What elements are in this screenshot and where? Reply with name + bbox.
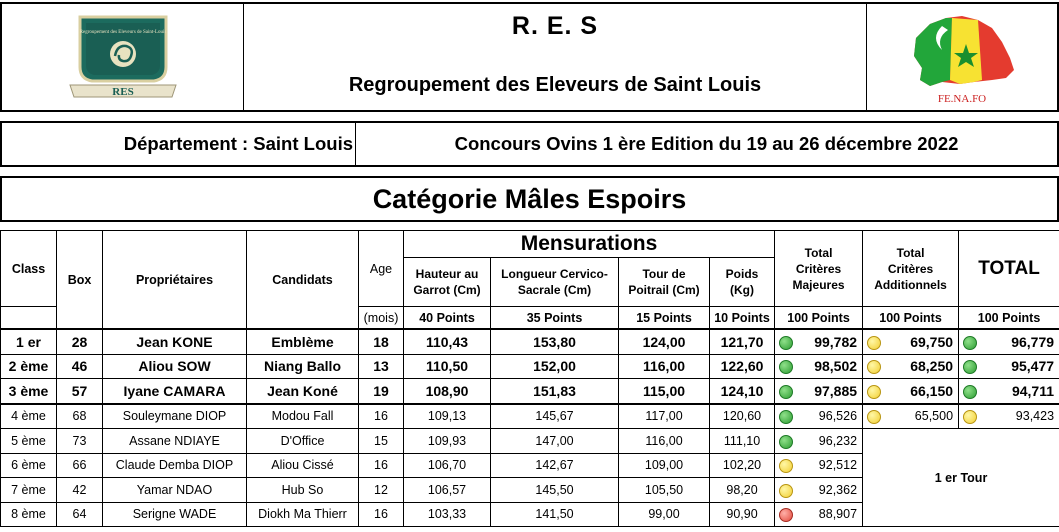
cell-additionnels-content <box>863 383 958 399</box>
cell-age: 16 <box>359 502 404 527</box>
cell-longueur: 152,00 <box>491 354 619 379</box>
cell-age: 12 <box>359 478 404 503</box>
fenafo-caption: FE.NA.FO <box>937 93 987 105</box>
cell-additionnels <box>863 354 959 379</box>
table-row <box>1 354 1059 379</box>
cell-total-content <box>959 358 1059 374</box>
cell-majeures-content <box>775 458 862 472</box>
points-tour: 15 Points <box>619 307 710 330</box>
cell-owner: Yamar NDAO <box>103 478 247 503</box>
cell-longueur: 153,80 <box>491 329 619 354</box>
cell-majeures-value: 96,526 <box>818 409 858 424</box>
cell-tour: 116,00 <box>619 354 710 379</box>
cell-candidate: Niang Ballo <box>247 354 359 379</box>
cell-owner: Claude Demba DIOP <box>103 453 247 478</box>
col-total-majeures <box>775 231 863 307</box>
col-mensurations: Mensurations <box>404 231 775 258</box>
points-poids: 10 Points <box>710 307 775 330</box>
cell-box: 64 <box>57 502 103 527</box>
status-dot-icon <box>779 459 793 473</box>
results-table-wrapper <box>0 230 1059 532</box>
cell-majeures-content <box>775 334 862 350</box>
cell-majeures-value: 99,782 <box>814 333 858 350</box>
cell-age: 13 <box>359 354 404 379</box>
cell-longueur: 142,67 <box>491 453 619 478</box>
cell-age: 18 <box>359 329 404 354</box>
col-poids <box>710 258 775 307</box>
cell-total-value: 94,711 <box>1011 382 1055 399</box>
cell-majeures-content <box>775 507 862 521</box>
col-tour-line1: Tour de <box>642 267 686 281</box>
cell-owner: Souleymane DIOP <box>103 404 247 429</box>
department-row <box>0 121 1059 167</box>
cell-majeures-content <box>775 409 862 423</box>
cell-majeures-content <box>775 483 862 497</box>
cell-additionnels <box>863 404 959 429</box>
status-dot-icon <box>779 360 793 374</box>
col-tour-line2: Poitrail (Cm) <box>628 283 700 297</box>
cell-poids: 102,20 <box>710 453 775 478</box>
round-label: 1 er Tour <box>863 429 1059 527</box>
col-box: Box <box>57 231 103 330</box>
cell-candidate: Jean Koné <box>247 379 359 404</box>
cell-tour: 124,00 <box>619 329 710 354</box>
col-class: Class <box>1 231 57 307</box>
cell-hauteur: 106,70 <box>404 453 491 478</box>
cell-poids: 120,60 <box>710 404 775 429</box>
status-dot-icon <box>779 385 793 399</box>
col-total-additionnels <box>863 231 959 307</box>
cell-box: 66 <box>57 453 103 478</box>
col-total-majeures-line1: Total <box>804 245 833 260</box>
cell-total-content <box>959 409 1059 423</box>
col-hauteur-line2: Garrot (Cm) <box>413 283 481 297</box>
cell-class: 5 ème <box>1 429 57 454</box>
cell-majeures-value: 96,232 <box>818 433 858 448</box>
cell-majeures <box>775 404 863 429</box>
cell-poids: 122,60 <box>710 354 775 379</box>
cell-hauteur: 106,57 <box>404 478 491 503</box>
res-logo-icon <box>68 11 178 103</box>
cell-total <box>959 329 1059 354</box>
col-total: TOTAL <box>959 231 1059 307</box>
cell-longueur: 145,67 <box>491 404 619 429</box>
cell-hauteur: 109,93 <box>404 429 491 454</box>
cell-majeures-content <box>775 383 862 399</box>
page-title: Regroupement des Eleveurs de Saint Louis <box>348 74 762 96</box>
contest-title: Concours Ovins 1 ère Edition du 19 au 26 décembre 2022 <box>454 133 959 154</box>
cell-longueur: 151,83 <box>491 379 619 404</box>
cell-longueur: 147,00 <box>491 429 619 454</box>
cell-majeures-content <box>775 434 862 448</box>
cell-majeures-content <box>775 358 862 374</box>
points-additionnels: 100 Points <box>863 307 959 330</box>
cell-majeures-value: 92,512 <box>818 458 858 473</box>
cell-total <box>959 404 1059 429</box>
cell-owner: Jean KONE <box>103 329 247 354</box>
cell-majeures <box>775 329 863 354</box>
cell-owner: Assane NDIAYE <box>103 429 247 454</box>
status-dot-icon <box>779 484 793 498</box>
cell-class: 7 ème <box>1 478 57 503</box>
cell-tour: 117,00 <box>619 404 710 429</box>
table-row <box>1 379 1059 404</box>
col-hauteur <box>404 258 491 307</box>
cell-candidate: Hub So <box>247 478 359 503</box>
cell-age: 15 <box>359 429 404 454</box>
points-total: 100 Points <box>959 307 1059 330</box>
status-dot-icon <box>867 385 881 399</box>
page-title-abbr: R. E. S <box>511 12 599 40</box>
header-block <box>0 2 1059 112</box>
cell-age: 16 <box>359 404 404 429</box>
category-title: Catégorie Mâles Espoirs <box>372 183 687 214</box>
col-total-additionnels-line3: Additionnels <box>874 277 947 292</box>
cell-additionnels-value: 69,750 <box>910 333 954 350</box>
header-row-1 <box>1 231 1059 258</box>
cell-class: 6 ème <box>1 453 57 478</box>
points-longueur: 35 Points <box>491 307 619 330</box>
cell-total-content <box>959 334 1059 350</box>
cell-candidate: Aliou Cissé <box>247 453 359 478</box>
col-age: Age <box>359 231 404 307</box>
cell-majeures <box>775 502 863 527</box>
res-logo <box>2 4 244 110</box>
cell-tour: 115,00 <box>619 379 710 404</box>
col-total-majeures-line2: Critères <box>795 261 842 276</box>
cell-majeures <box>775 354 863 379</box>
status-dot-icon <box>963 360 977 374</box>
cell-additionnels-value: 66,150 <box>910 382 954 399</box>
cell-candidate: Diokh Ma Thierr <box>247 502 359 527</box>
status-dot-icon <box>867 360 881 374</box>
col-poids-line1: Poids <box>725 267 759 281</box>
points-majeures: 100 Points <box>775 307 863 330</box>
col-poids-line2: (Kg) <box>730 283 755 297</box>
cell-candidate: Modou Fall <box>247 404 359 429</box>
cell-majeures-value: 88,907 <box>818 507 858 522</box>
col-longueur-line1: Longueur Cervico- <box>501 267 608 281</box>
cell-additionnels <box>863 379 959 404</box>
fenafo-logo <box>866 4 1057 110</box>
status-dot-icon <box>779 508 793 522</box>
points-hauteur: 40 Points <box>404 307 491 330</box>
class-spacer <box>1 307 57 330</box>
cell-total <box>959 354 1059 379</box>
cell-total-value: 93,423 <box>1015 409 1055 424</box>
table-row <box>1 429 1059 454</box>
cell-additionnels <box>863 329 959 354</box>
status-dot-icon <box>867 410 881 424</box>
cell-owner: Serigne WADE <box>103 502 247 527</box>
cell-class: 1 er <box>1 329 57 354</box>
cell-majeures-value: 97,885 <box>814 382 858 399</box>
cell-tour: 105,50 <box>619 478 710 503</box>
cell-hauteur: 110,50 <box>404 354 491 379</box>
status-dot-icon <box>867 336 881 350</box>
results-table <box>0 230 1059 527</box>
col-hauteur-line1: Hauteur au <box>415 267 479 281</box>
cell-tour: 109,00 <box>619 453 710 478</box>
cell-additionnels-content <box>863 334 958 350</box>
cell-majeures <box>775 379 863 404</box>
cell-age: 19 <box>359 379 404 404</box>
status-dot-icon <box>779 336 793 350</box>
cell-age: 16 <box>359 453 404 478</box>
status-dot-icon <box>963 410 977 424</box>
col-longueur-line2: Sacrale (Cm) <box>517 283 592 297</box>
cell-box: 57 <box>57 379 103 404</box>
cell-class: 2 ème <box>1 354 57 379</box>
cell-poids: 90,90 <box>710 502 775 527</box>
cell-longueur: 145,50 <box>491 478 619 503</box>
col-tour <box>619 258 710 307</box>
status-dot-icon <box>779 435 793 449</box>
col-total-additionnels-line1: Total <box>896 245 925 260</box>
cell-hauteur: 109,13 <box>404 404 491 429</box>
senegal-map-icon <box>902 8 1022 106</box>
cell-additionnels-value: 65,500 <box>914 409 954 424</box>
cell-majeures <box>775 478 863 503</box>
res-logo-small-text: Regroupement des Eleveurs de Saint-Louis <box>79 30 166 35</box>
age-unit: (mois) <box>359 307 404 330</box>
cell-box: 42 <box>57 478 103 503</box>
cell-box: 68 <box>57 404 103 429</box>
department-label: Département : Saint Louis <box>2 123 356 165</box>
cell-hauteur: 108,90 <box>404 379 491 404</box>
cell-total-content <box>959 383 1059 399</box>
cell-tour: 99,00 <box>619 502 710 527</box>
cell-majeures <box>775 429 863 454</box>
cell-class: 4 ème <box>1 404 57 429</box>
res-logo-caption: RES <box>111 86 134 98</box>
cell-class: 3 ème <box>1 379 57 404</box>
table-body <box>1 329 1059 527</box>
cell-additionnels-content <box>863 409 958 423</box>
cell-hauteur: 103,33 <box>404 502 491 527</box>
cell-tour: 116,00 <box>619 429 710 454</box>
cell-candidate: Emblème <box>247 329 359 354</box>
cell-owner: Aliou SOW <box>103 354 247 379</box>
cell-class: 8 ème <box>1 502 57 527</box>
status-dot-icon <box>779 410 793 424</box>
cell-box: 73 <box>57 429 103 454</box>
cell-owner: Iyane CAMARA <box>103 379 247 404</box>
status-dot-icon <box>963 385 977 399</box>
col-owners: Propriétaires <box>103 231 247 330</box>
cell-poids: 121,70 <box>710 329 775 354</box>
cell-poids: 124,10 <box>710 379 775 404</box>
cell-total-value: 96,779 <box>1011 333 1055 350</box>
col-total-majeures-line3: Majeures <box>792 277 845 292</box>
col-candidates: Candidats <box>247 231 359 330</box>
cell-box: 28 <box>57 329 103 354</box>
cell-box: 46 <box>57 354 103 379</box>
cell-majeures-value: 98,502 <box>814 358 858 375</box>
cell-additionnels-content <box>863 358 958 374</box>
cell-poids: 111,10 <box>710 429 775 454</box>
status-dot-icon <box>963 336 977 350</box>
cell-additionnels-value: 68,250 <box>910 358 954 375</box>
table-row <box>1 329 1059 354</box>
cell-hauteur: 110,43 <box>404 329 491 354</box>
cell-majeures-value: 92,362 <box>818 482 858 497</box>
col-longueur <box>491 258 619 307</box>
category-row <box>0 176 1059 222</box>
cell-total-value: 95,477 <box>1011 358 1055 375</box>
cell-total <box>959 379 1059 404</box>
cell-poids: 98,20 <box>710 478 775 503</box>
cell-majeures <box>775 453 863 478</box>
cell-longueur: 141,50 <box>491 502 619 527</box>
table-row <box>1 404 1059 429</box>
col-total-additionnels-line2: Critères <box>887 261 934 276</box>
cell-candidate: D'Office <box>247 429 359 454</box>
